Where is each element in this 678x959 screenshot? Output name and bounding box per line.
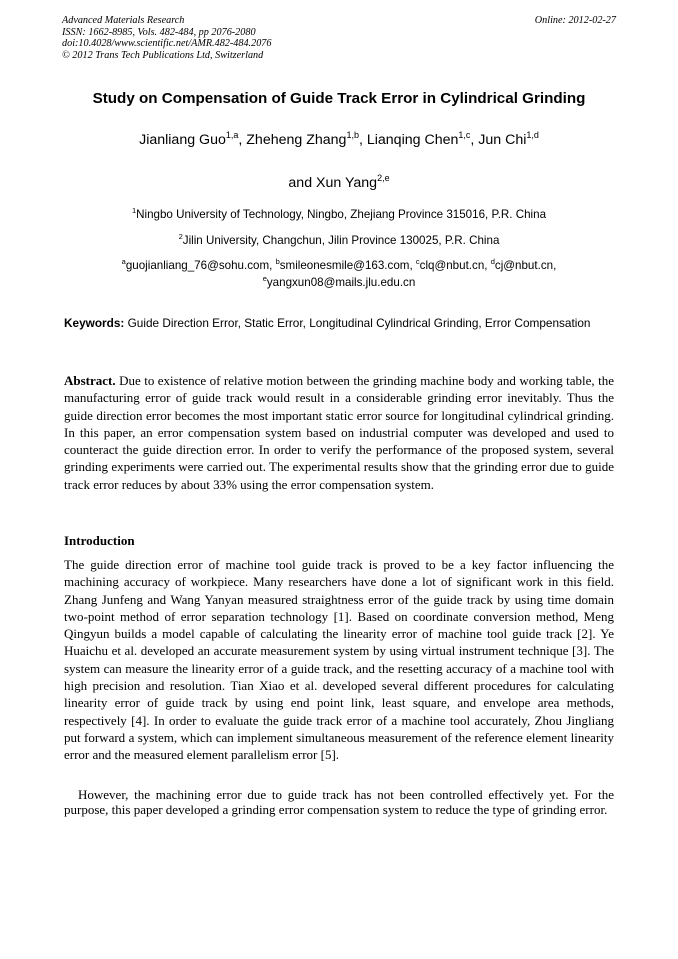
abstract-label: Abstract. — [64, 373, 116, 388]
affiliation-sup: 1 — [131, 206, 137, 215]
email-sep: , — [269, 259, 276, 272]
email-address[interactable]: guojianliang_76@sohu.com — [125, 259, 270, 272]
affiliation-text: Jilin University, Changchun, Jilin Province 130025, P.R. China — [182, 234, 500, 247]
author-sep: , — [358, 132, 367, 148]
journal-name: Advanced Materials Research — [62, 15, 185, 26]
journal-header — [62, 15, 271, 61]
online-date: Online: 2012-02-27 — [534, 15, 616, 26]
email-sup: b — [275, 257, 280, 266]
keywords-text: Guide Direction Error, Static Error, Longitudinal Cylindrical Grinding, Error Compensation — [127, 316, 591, 330]
email-sup: e — [262, 274, 267, 283]
copyright-line: © 2012 Trans Tech Publications Ltd, Switzerland — [62, 49, 264, 61]
author-line-2 — [0, 175, 678, 191]
affiliation-text: Ningbo University of Technology, Ningbo, Zhejiang Province 315016, P.R. China — [136, 208, 547, 221]
email-line-1 — [0, 259, 678, 272]
author-name: Jianliang Guo — [139, 132, 226, 148]
affiliation-2 — [0, 234, 678, 247]
author-sup: 1,c — [458, 130, 471, 140]
email-sep: , — [484, 259, 491, 272]
doi-line: doi:10.4028/www.scientific.net/AMR.482-484.2076 — [62, 38, 272, 50]
author-name: Jun Chi — [478, 132, 527, 148]
email-address[interactable]: smileonesmile@163.com — [279, 259, 410, 272]
email-address[interactable]: yangxun08@mails.jlu.edu.cn — [266, 276, 416, 289]
author-prefix: and — [288, 175, 317, 191]
author-sup: 1,d — [526, 130, 539, 140]
affiliation-sup: 2 — [178, 232, 183, 241]
author-line-1 — [0, 132, 678, 148]
affiliation-1 — [0, 208, 678, 221]
author-name: Lianqing Chen — [366, 132, 459, 148]
intro-paragraph-2: However, the machining error due to guide track has not been controlled effectively yet. For the purpose, this paper developed a grinding error compensation system to reduce the type of grinding error. — [64, 787, 614, 818]
email-sup: c — [415, 257, 420, 266]
email-line-2 — [0, 276, 678, 289]
keywords-label: Keywords: — [64, 316, 125, 330]
author-name: Zheheng Zhang — [246, 132, 347, 148]
intro-paragraph-1: The guide direction error of machine tool guide track is proved to be a key factor influencing the machining accuracy of workpiece. Many researchers have done a lot of significant work in this field. Zhang Junfeng and Wang Yanyan measured straightness error of the guide track by using time domain two-point method of error separation technology [1]. Based on coordinate conversion method, Meng Qingyun builds a model capable of calculating the linearity error of machine tool guide track [2]. Ye Huaichu et al. developed an accurate measurement system by using virtual instrument technique [3]. The system can measure the linearity error of a guide track, and the resetting accuracy of a machine tool with high precision and resolution. Tian Xiao et al. developed several different procedures for calculating linearity error of guide track by using end point link, least square, and envelope area methods, respectively [4]. In order to evaluate the guide track error of a machine tool accurately, Zhou Jingliang put forward a system, which can implement simultaneous measurement of the reference element linearity error and the measured element parallelism error [5]. — [64, 557, 614, 763]
author-sup: 2,e — [377, 173, 390, 183]
issn-line: ISSN: 1662-8985, Vols. 482-484, pp 2076-2080 — [62, 26, 256, 38]
email-sup: a — [121, 257, 126, 266]
email-address[interactable]: cj@nbut.cn — [494, 259, 554, 272]
email-sup: d — [490, 257, 495, 266]
abstract-block — [64, 372, 614, 493]
email-sep: , — [409, 259, 416, 272]
author-sep: , — [238, 132, 247, 148]
abstract-text: Due to existence of relative motion between the grinding machine body and working table, the manufacturing error of guide track would result in a considerable grinding error inevitably. Thus the guide direction error becomes the most important static error source for longitudinal cylindrical grinding. In this paper, an error compensation system based on industrial computer was developed and used to counteract the guide direction error. In order to verify the performance of the proposed system, several grinding experiments were carried out. The experimental results show that the grinding error due to guide track error reduces by about 33% using the error compensation system. — [64, 373, 615, 492]
email-sep: , — [553, 259, 557, 272]
keywords-block — [64, 315, 614, 332]
author-sup: 1,b — [346, 130, 359, 140]
email-address[interactable]: clq@nbut.cn — [419, 259, 485, 272]
author-sep: , — [470, 132, 479, 148]
author-sup: 1,a — [225, 130, 239, 140]
author-name: Xun Yang — [316, 175, 378, 191]
section-heading-introduction: Introduction — [64, 533, 135, 548]
paper-title: Study on Compensation of Guide Track Error in Cylindrical Grinding — [92, 90, 586, 107]
